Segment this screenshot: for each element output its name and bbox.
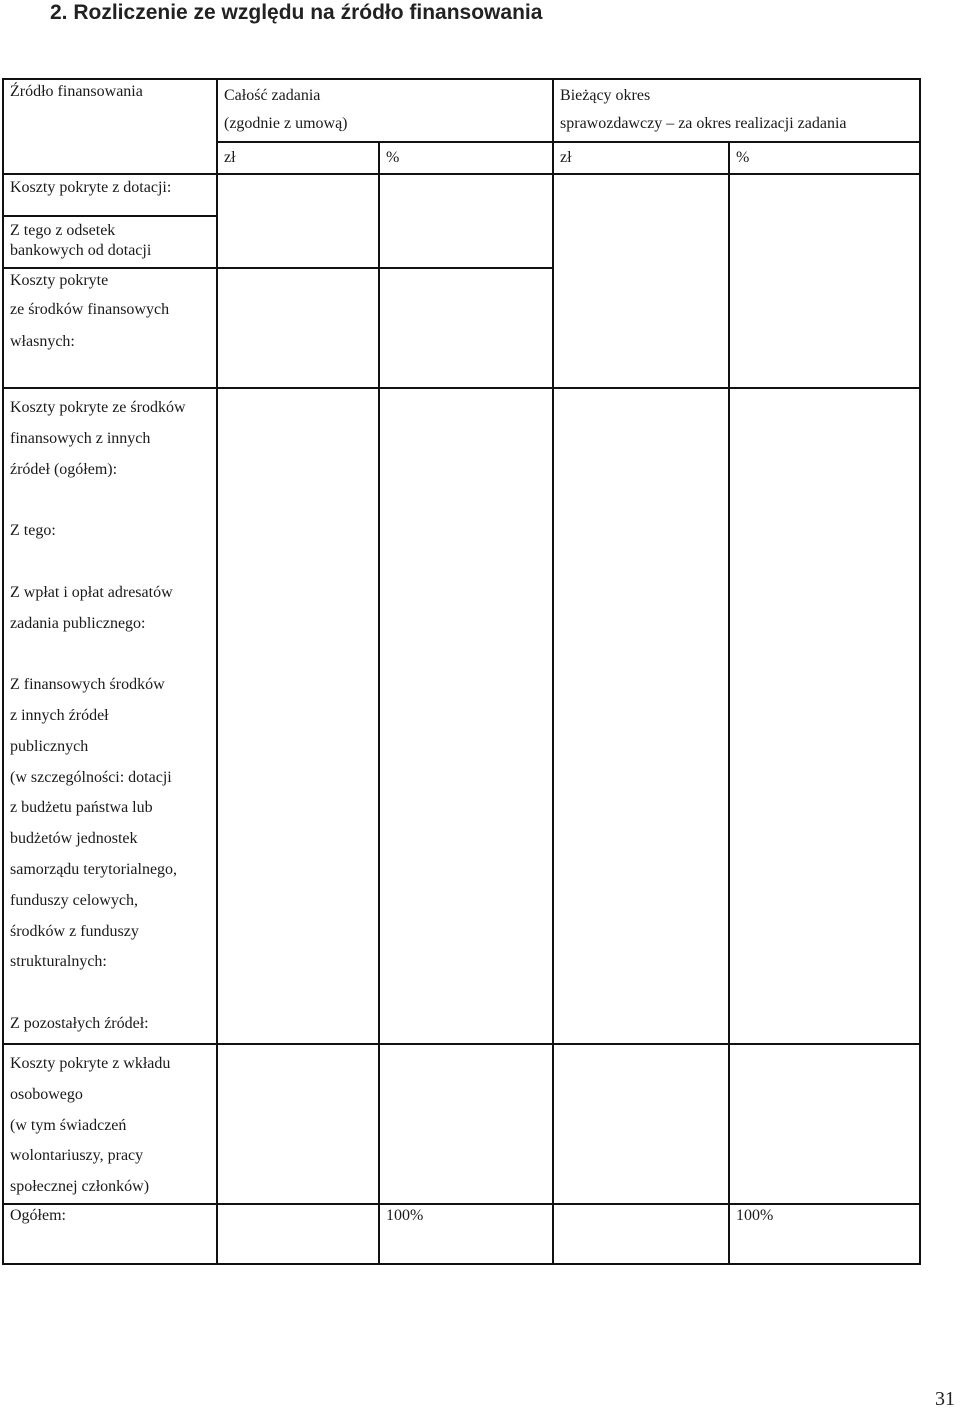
- unit-pct-current: %: [729, 142, 920, 174]
- row-inne-line9: [10, 639, 210, 670]
- row-odsetki-line1: Z tego z odsetek: [10, 222, 116, 239]
- row-inne-line13: (w szczególności: dotacji: [10, 768, 172, 786]
- cell-wklad-pct-current[interactable]: [729, 1044, 920, 1204]
- row-inne-line15: budżetów jednostek: [10, 830, 138, 848]
- row-inne-line11: z innych źródeł: [10, 706, 109, 724]
- row-inne-line20: [10, 978, 210, 1009]
- cell-dotacja-pct-current[interactable]: [729, 174, 920, 388]
- row-wklad-line5: społecznej członków): [10, 1178, 150, 1196]
- row-ogolem-label: Ogółem:: [3, 1204, 217, 1264]
- row-wlasne-line2: ze środków finansowych: [10, 301, 170, 318]
- cell-inne-pct-total[interactable]: [379, 388, 553, 1044]
- row-inne-line2: finansowych z innych: [10, 429, 151, 447]
- row-wklad-osobowy: [3, 1044, 920, 1204]
- unit-pct-total: %: [379, 142, 553, 174]
- cell-inne-zl-current[interactable]: [553, 388, 729, 1044]
- current-header-line2: sprawozdawczy – za okres realizacji zadania: [560, 115, 847, 132]
- cell-ogolem-pct-current: 100%: [729, 1204, 920, 1264]
- row-inne-line3: źródeł (ogółem):: [10, 460, 118, 478]
- cell-dotacja-zl-current[interactable]: [553, 174, 729, 388]
- row-wlasne-line1: Koszty pokryte: [10, 272, 109, 289]
- cell-inne-zl-total[interactable]: [217, 388, 379, 1044]
- row-ogolem: [3, 1204, 920, 1264]
- current-header-cell: [553, 79, 920, 142]
- row-inne-line14: z budżetu państwa lub: [10, 799, 153, 817]
- row-dotacja-label: [3, 174, 217, 216]
- total-header-line1: Całość zadania: [224, 87, 321, 104]
- cell-dotacja-pct-total[interactable]: [379, 174, 553, 268]
- cell-wklad-zl-total[interactable]: [217, 1044, 379, 1204]
- row-inne-line21: Z pozostałych źródeł:: [10, 1014, 149, 1032]
- row-wklad-line1: Koszty pokryte z wkładu: [10, 1055, 171, 1072]
- current-header-line1: Bieżący okres: [560, 87, 651, 104]
- row-wklad-line3: (w tym świadczeń: [10, 1116, 127, 1134]
- total-header-cell: [217, 79, 553, 142]
- row-wlasne-line3: własnych:: [10, 333, 75, 350]
- unit-zl-total: zł: [217, 142, 379, 174]
- row-inne-line4: [10, 485, 210, 516]
- header-row: [3, 79, 920, 142]
- row-inne-line17: funduszy celowych,: [10, 891, 138, 909]
- row-wklad-line4: wolontariuszy, pracy: [10, 1147, 144, 1165]
- row-inne-line10: Z finansowych środków: [10, 676, 165, 694]
- page-number: 31: [935, 1388, 955, 1410]
- cell-ogolem-zl-total[interactable]: [217, 1204, 379, 1264]
- row-inne-line8: zadania publicznego:: [10, 614, 146, 632]
- financing-table: [2, 78, 921, 1265]
- source-header-cell: [3, 79, 217, 174]
- row-inne-line16: samorządu terytorialnego,: [10, 860, 178, 878]
- section-heading: 2. Rozliczenie ze względu na źródło finansowania: [50, 1, 543, 24]
- cell-ogolem-zl-current[interactable]: [553, 1204, 729, 1264]
- cell-wklad-zl-current[interactable]: [553, 1044, 729, 1204]
- cell-dotacja-zl-total[interactable]: [217, 174, 379, 268]
- unit-zl-current: zł: [553, 142, 729, 174]
- row-inne-label: [3, 388, 217, 1044]
- cell-ogolem-pct-total: 100%: [379, 1204, 553, 1264]
- row-inne-line18: środków z funduszy: [10, 922, 139, 940]
- row-inne-line12: publicznych: [10, 737, 89, 755]
- source-header-label: Źródło finansowania: [10, 83, 143, 100]
- row-inne-line5: Z tego:: [10, 522, 56, 540]
- row-wklad-line2: osobowego: [10, 1085, 83, 1103]
- row-inne-zrodla: [3, 388, 920, 1044]
- total-header-line2: (zgodnie z umową): [224, 115, 348, 132]
- cell-wlasne-pct-total[interactable]: [379, 268, 553, 388]
- row-odsetki-line2: bankowych od dotacji: [10, 242, 152, 259]
- row-inne-line19: strukturalnych:: [10, 953, 107, 971]
- row-wlasne-label: [3, 268, 217, 388]
- row-dotacja-line: Koszty pokryte z dotacji:: [10, 179, 172, 196]
- row-inne-line6: [10, 547, 210, 578]
- row-wklad-label: [3, 1044, 217, 1204]
- row-odsetki-label: [3, 216, 217, 268]
- row-dotacja: [3, 174, 920, 216]
- cell-wklad-pct-total[interactable]: [379, 1044, 553, 1204]
- row-inne-line7: Z wpłat i opłat adresatów: [10, 583, 173, 601]
- row-inne-line1: Koszty pokryte ze środków: [10, 399, 186, 416]
- cell-wlasne-zl-total[interactable]: [217, 268, 379, 388]
- cell-inne-pct-current[interactable]: [729, 388, 920, 1044]
